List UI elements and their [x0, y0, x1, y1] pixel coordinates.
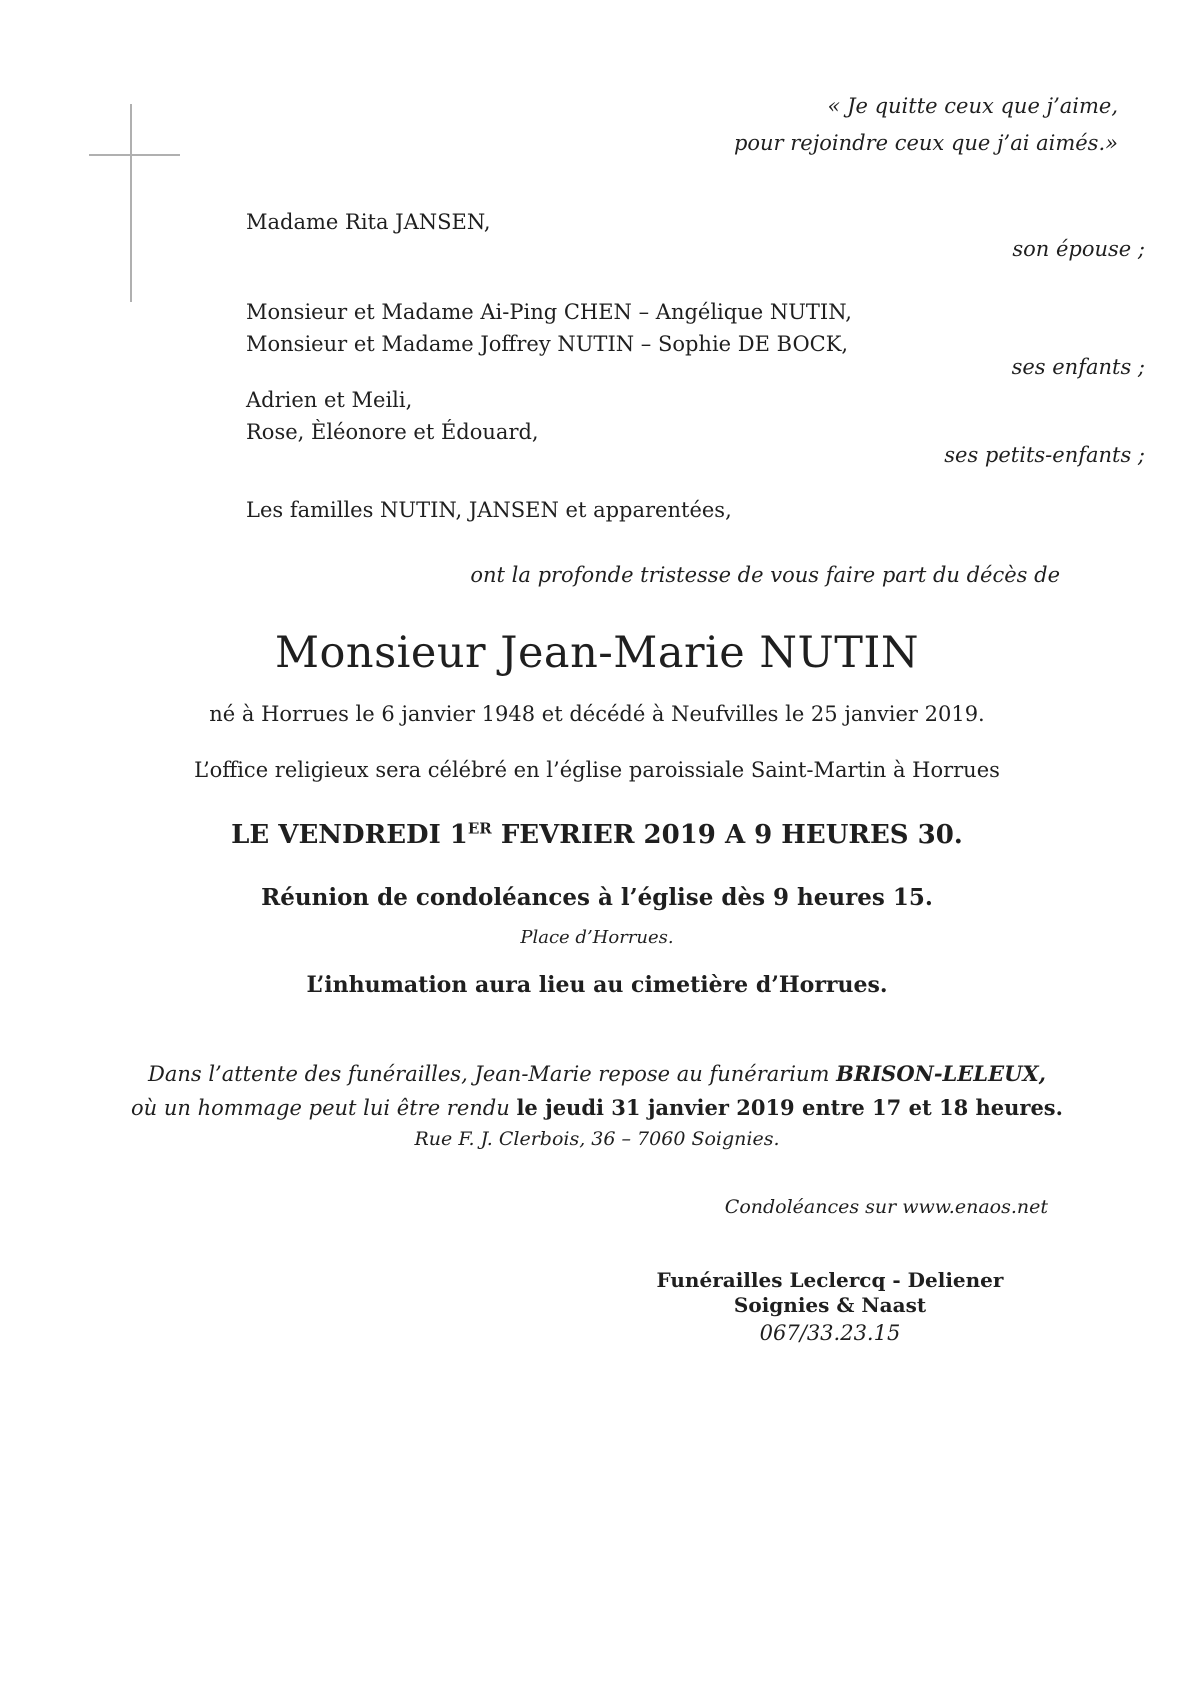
- ceremony-date-ordinal: ER: [467, 819, 492, 838]
- children-relation: ses enfants ;: [1011, 355, 1145, 379]
- cross-horizontal-bar: [89, 154, 180, 156]
- epigraph-quote: [734, 88, 1118, 162]
- church-address: Place d’Horrues.: [520, 927, 674, 948]
- funerarium-line-1: [12, 1057, 1182, 1091]
- families-line: Les familles NUTIN, JANSEN et apparentées,: [246, 498, 732, 522]
- funeral-home-name: Funérailles Leclercq - Deliener: [656, 1268, 1004, 1292]
- quote-line-1: « Je quitte ceux que j’aime,: [827, 94, 1118, 118]
- condolences-meeting-line: Réunion de condoléances à l’église dès 9 heures 15.: [261, 884, 933, 911]
- funerarium-line-1-text: Dans l’attente des funérailles, Jean-Marie repose au funérarium: [147, 1062, 837, 1086]
- funeral-home-phone: 067/33.23.15: [759, 1321, 901, 1345]
- online-condolences: Condoléances sur www.enaos.net: [724, 1196, 1048, 1218]
- grandchild-line-1: Adrien et Meili,: [246, 388, 413, 412]
- ceremony-date-suffix: FEVRIER 2019 A 9 HEURES 30.: [491, 820, 963, 850]
- grandchildren-names: [246, 384, 539, 448]
- funerarium-line-2-text: où un hommage peut lui être rendu: [131, 1096, 517, 1120]
- funerarium-name: BRISON-LELEUX,: [836, 1061, 1046, 1086]
- funeral-home-location: Soignies & Naast: [733, 1293, 927, 1317]
- spouse-name: Madame Rita JANSEN,: [246, 210, 491, 234]
- burial-line: L’inhumation aura lieu au cimetière d’Horrues.: [306, 972, 888, 998]
- quote-line-2: pour rejoindre ceux que j’ai aimés.»: [733, 131, 1118, 155]
- funerarium-visit-hours: le jeudi 31 janvier 2019 entre 17 et 18 heures.: [516, 1095, 1063, 1120]
- funeral-home-block: [550, 1268, 1110, 1346]
- life-dates: né à Horrues le 6 janvier 1948 et décédé à Neufvilles le 25 janvier 2019.: [209, 702, 985, 726]
- deceased-name: Monsieur Jean-Marie NUTIN: [274, 628, 920, 678]
- ceremony-date-line: [12, 820, 1182, 850]
- spouse-relation: son épouse ;: [1012, 237, 1145, 261]
- funerarium-paragraph: [12, 1057, 1182, 1125]
- grandchildren-relation: ses petits-enfants ;: [944, 443, 1145, 467]
- child-line-1: Monsieur et Madame Ai-Ping CHEN – Angélique NUTIN,: [246, 300, 852, 324]
- child-line-2: Monsieur et Madame Joffrey NUTIN – Sophie DE BOCK,: [246, 332, 849, 356]
- ceremony-date-prefix: LE VENDREDI 1: [231, 820, 468, 850]
- funerarium-address: Rue F. J. Clerbois, 36 – 7060 Soignies.: [414, 1128, 780, 1150]
- religious-office-line: L’office religieux sera célébré en l’église paroissiale Saint-Martin à Horrues: [194, 758, 1000, 782]
- children-names: [246, 296, 852, 360]
- grandchild-line-2: Rose, Èléonore et Édouard,: [246, 420, 539, 444]
- funerarium-line-2: [12, 1091, 1182, 1125]
- announcement-intro: ont la profonde tristesse de vous faire part du décès de: [470, 563, 1060, 587]
- cross-vertical-bar: [130, 104, 132, 302]
